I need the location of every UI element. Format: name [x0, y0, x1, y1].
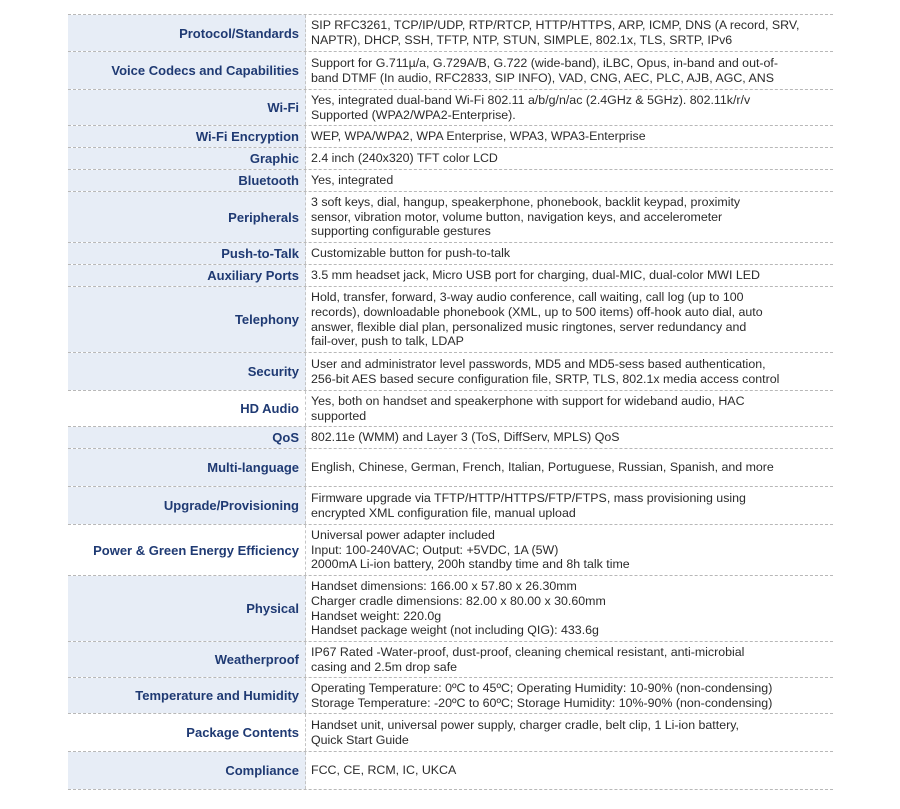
spec-value-line: encrypted XML configuration file, manual upload: [311, 505, 576, 520]
spec-value: [306, 90, 833, 125]
spec-label: QoS: [68, 427, 306, 448]
spec-value-line: Handset weight: 220.0g: [311, 608, 442, 623]
spec-value-line: User and administrator level passwords, MD5 and MD5-sess based authentication,: [311, 356, 766, 371]
spec-label: Wi-Fi Encryption: [68, 126, 306, 147]
spec-label: Graphic: [68, 148, 306, 169]
spec-value-line: records), downloadable phonebook (XML, up to 500 items) off-hook auto dial, auto: [311, 304, 763, 319]
spec-label: Voice Codecs and Capabilities: [68, 52, 306, 89]
spec-row-compliance: [68, 752, 833, 790]
spec-value-line: IP67 Rated -Water-proof, dust-proof, cleaning chemical resistant, anti-microbial: [311, 644, 745, 659]
spec-label: Telephony: [68, 287, 306, 352]
spec-value-line: sensor, vibration motor, volume button, navigation keys, and accelerometer: [311, 209, 723, 224]
spec-value-line: WEP, WPA/WPA2, WPA Enterprise, WPA3, WPA3-Enterprise: [311, 129, 646, 144]
spec-value-line: casing and 2.5m drop safe: [311, 659, 458, 674]
spec-table: [68, 14, 833, 790]
spec-row-multi-language: [68, 449, 833, 487]
spec-value: [306, 525, 833, 575]
spec-label: HD Audio: [68, 391, 306, 426]
spec-row-power: [68, 525, 833, 576]
spec-value-line: Customizable button for push-to-talk: [311, 246, 511, 261]
spec-value: [306, 192, 833, 242]
spec-row-wifi-encryption: [68, 126, 833, 148]
spec-value-line: 256-bit AES based secure configuration file, SRTP, TLS, 802.1x media access control: [311, 371, 780, 386]
spec-row-package-contents: [68, 714, 833, 752]
spec-value: [306, 678, 833, 713]
spec-value-line: supporting configurable gestures: [311, 224, 491, 239]
spec-label: Wi-Fi: [68, 90, 306, 125]
spec-row-security: [68, 353, 833, 391]
spec-value-line: 3 soft keys, dial, hangup, speakerphone, phonebook, backlit keypad, proximity: [311, 195, 741, 210]
spec-value: [306, 752, 833, 789]
spec-row-protocol-standards: [68, 14, 833, 52]
spec-row-upgrade-provisioning: [68, 487, 833, 525]
spec-value-line: English, Chinese, German, French, Italian, Portuguese, Russian, Spanish, and more: [311, 460, 774, 475]
spec-value: [306, 170, 833, 191]
spec-row-voice-codecs: [68, 52, 833, 90]
spec-value: [306, 243, 833, 264]
spec-value: [306, 15, 833, 51]
spec-value-line: Yes, integrated dual-band Wi-Fi 802.11 a/b/g/n/ac (2.4GHz & 5GHz). 802.11k/r/v: [311, 92, 751, 107]
spec-label: Upgrade/Provisioning: [68, 487, 306, 524]
spec-value-line: Handset dimensions: 166.00 x 57.80 x 26.30mm: [311, 579, 577, 594]
spec-value-line: Storage Temperature: -20ºC to 60ºC; Storage Humidity: 10%-90% (non-condensing): [311, 695, 773, 710]
spec-value-line: SIP RFC3261, TCP/IP/UDP, RTP/RTCP, HTTP/HTTPS, ARP, ICMP, DNS (A record, SRV,: [311, 18, 800, 33]
spec-value: [306, 265, 833, 286]
spec-label: Package Contents: [68, 714, 306, 751]
spec-value-line: Supported (WPA2/WPA2-Enterprise).: [311, 107, 516, 122]
spec-row-push-to-talk: [68, 243, 833, 265]
spec-value-line: Handset package weight (not including QIG): 433.6g: [311, 623, 599, 638]
spec-value: [306, 427, 833, 448]
spec-value: [306, 391, 833, 426]
spec-row-qos: [68, 427, 833, 449]
spec-label: Weatherproof: [68, 642, 306, 677]
spec-value-line: supported: [311, 408, 367, 423]
spec-row-weatherproof: [68, 642, 833, 678]
spec-value-line: Universal power adapter included: [311, 528, 495, 543]
spec-value-line: FCC, CE, RCM, IC, UKCA: [311, 763, 457, 778]
spec-value-line: 3.5 mm headset jack, Micro USB port for charging, dual-MIC, dual-color MWI LED: [311, 268, 760, 283]
spec-row-peripherals: [68, 192, 833, 243]
spec-value: [306, 449, 833, 486]
spec-value-line: Yes, integrated: [311, 173, 394, 188]
spec-label: Protocol/Standards: [68, 15, 306, 51]
spec-value-line: Yes, both on handset and speakerphone with support for wideband audio, HAC: [311, 393, 745, 408]
spec-label: Peripherals: [68, 192, 306, 242]
spec-value: [306, 576, 833, 641]
spec-value: [306, 714, 833, 751]
spec-value: [306, 642, 833, 677]
spec-row-auxiliary-ports: [68, 265, 833, 287]
spec-value-line: Support for G.711µ/a, G.729A/B, G.722 (wide-band), iLBC, Opus, in-band and out-of-: [311, 55, 778, 70]
spec-value: [306, 353, 833, 390]
spec-label: Bluetooth: [68, 170, 306, 191]
spec-row-wifi: [68, 90, 833, 126]
spec-row-temperature-humidity: [68, 678, 833, 714]
spec-value-line: Input: 100-240VAC; Output: +5VDC, 1A (5W): [311, 542, 559, 557]
spec-row-bluetooth: [68, 170, 833, 192]
spec-value: [306, 52, 833, 89]
spec-value-line: Hold, transfer, forward, 3-way audio conference, call waiting, call log (up to 100: [311, 290, 744, 305]
spec-value: [306, 126, 833, 147]
spec-value-line: answer, flexible dial plan, personalized music ringtones, server redundancy and: [311, 319, 747, 334]
spec-label: Temperature and Humidity: [68, 678, 306, 713]
spec-value-line: Charger cradle dimensions: 82.00 x 80.00 x 30.60mm: [311, 593, 606, 608]
spec-row-physical: [68, 576, 833, 642]
spec-value-line: Operating Temperature: 0ºC to 45ºC; Operating Humidity: 10-90% (non-condensing): [311, 680, 773, 695]
spec-value-line: 2.4 inch (240x320) TFT color LCD: [311, 151, 498, 166]
spec-label: Power & Green Energy Efficiency: [68, 525, 306, 575]
spec-value: [306, 148, 833, 169]
spec-label: Auxiliary Ports: [68, 265, 306, 286]
spec-value-line: 802.11e (WMM) and Layer 3 (ToS, DiffServ, MPLS) QoS: [311, 430, 620, 445]
spec-row-graphic: [68, 148, 833, 170]
spec-value-line: Handset unit, universal power supply, charger cradle, belt clip, 1 Li-ion battery,: [311, 717, 739, 732]
spec-value-line: Firmware upgrade via TFTP/HTTP/HTTPS/FTP/FTPS, mass provisioning using: [311, 490, 746, 505]
spec-label: Push-to-Talk: [68, 243, 306, 264]
spec-row-hd-audio: [68, 391, 833, 427]
spec-row-telephony: [68, 287, 833, 353]
spec-value-line: Quick Start Guide: [311, 732, 409, 747]
spec-label: Physical: [68, 576, 306, 641]
spec-label: Security: [68, 353, 306, 390]
spec-value-line: band DTMF (In audio, RFC2833, SIP INFO), VAD, CNG, AEC, PLC, AJB, AGC, ANS: [311, 70, 774, 85]
spec-label: Multi-language: [68, 449, 306, 486]
spec-value-line: 2000mA Li-ion battery, 200h standby time and 8h talk time: [311, 557, 630, 572]
spec-label: Compliance: [68, 752, 306, 789]
spec-value: [306, 487, 833, 524]
spec-value: [306, 287, 833, 352]
spec-value-line: NAPTR), DHCP, SSH, TFTP, NTP, STUN, SIMPLE, 802.1x, TLS, SRTP, IPv6: [311, 33, 733, 47]
spec-value-line: fail-over, push to talk, LDAP: [311, 334, 464, 349]
